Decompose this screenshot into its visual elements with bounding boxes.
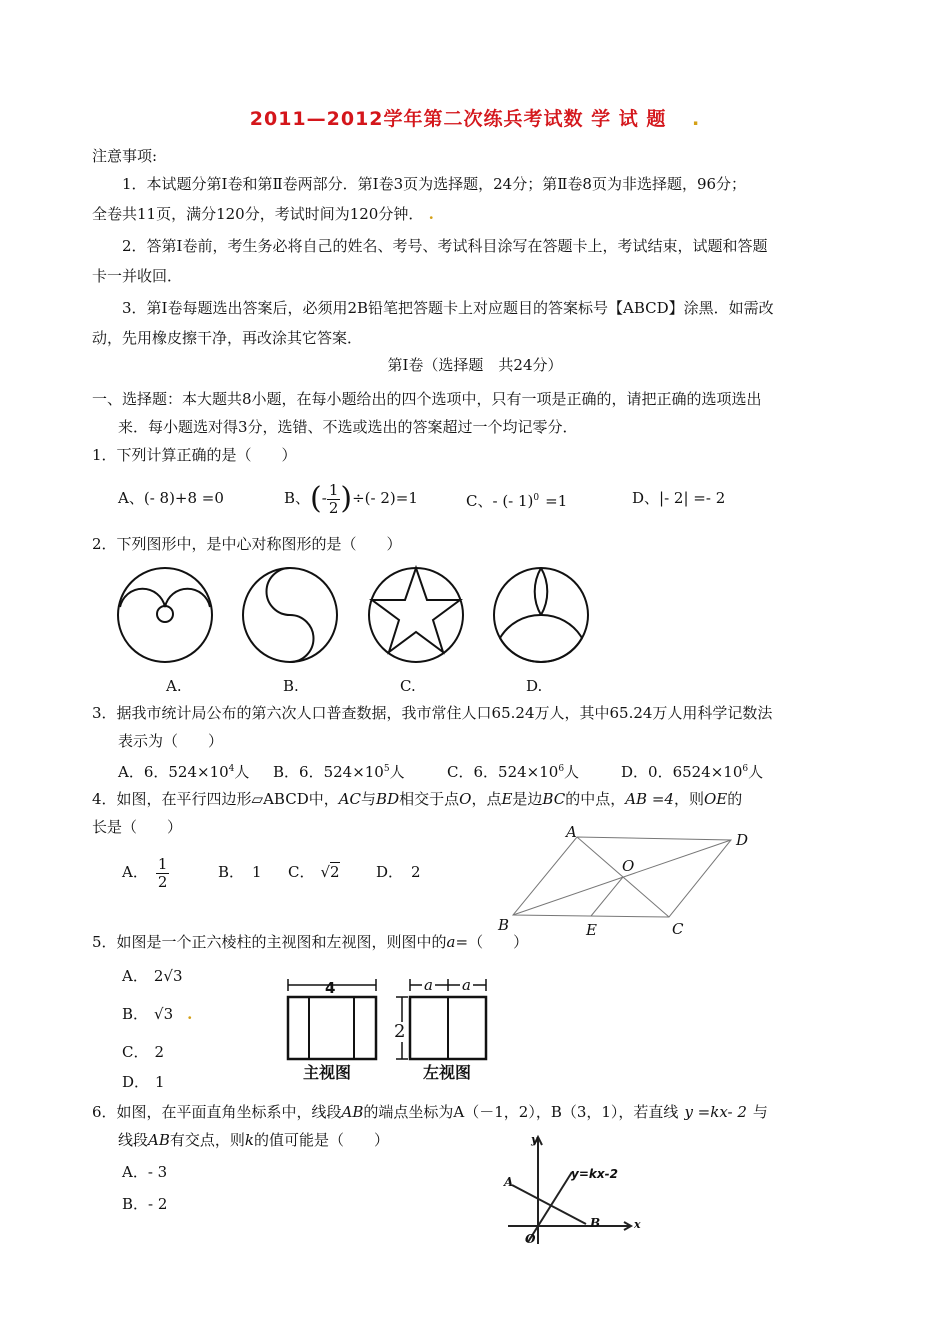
q4-mid-of: 的中点， <box>565 790 626 808</box>
q5-fig-side-label: 左视图 <box>423 1063 472 1082</box>
q4-fig-label-b: B <box>498 916 510 934</box>
q5-b-label: B． <box>122 1005 149 1023</box>
q4-b-label: B． <box>218 863 245 881</box>
q2-label-b: B. <box>283 677 299 695</box>
q3-option-b <box>273 759 405 782</box>
q4-stem-start: 4．如图，在平行四边形▱ABCD中， <box>92 790 339 808</box>
note-2a: 2．答第Ⅰ卷前，考生务必将自己的姓名、考号、考试科目涂写在答题卡上，考试结束，试题和答题 <box>122 237 768 255</box>
q5-b-val: √3 <box>154 1005 174 1023</box>
q1-c-label: C、 <box>466 492 493 510</box>
q3-b-unit: 人 <box>389 763 405 781</box>
q4-e: E <box>501 790 513 808</box>
q3-a-unit: 人 <box>234 763 250 781</box>
q5-fig-width: 4 <box>325 979 336 997</box>
q6-fig-line-label: y=kx-2 <box>571 1167 618 1181</box>
q4-option-d <box>376 862 421 882</box>
q5-option-c <box>122 1042 164 1062</box>
q5-fig-seg-2: a <box>462 976 471 994</box>
q3-option-d <box>621 759 763 782</box>
q1-option-b <box>284 478 418 519</box>
q4-b-val: 1 <box>252 863 262 881</box>
q5-option-b <box>122 1004 192 1024</box>
q6-stem-b3: 的值可能是（ ） <box>253 1131 389 1149</box>
q5-d-label: D． <box>122 1073 150 1091</box>
part1-line-b: 来．每小题选对得3分，选错、不选或选出的答案超过一个均记零分． <box>118 418 578 436</box>
q6-line-eq: y =kx- 2 <box>684 1103 747 1121</box>
q5-fig-front-label: 主视图 <box>303 1063 352 1082</box>
q1-b-fraction <box>327 482 341 517</box>
q1-d-expr: |- 2| =- 2 <box>659 489 726 507</box>
q4-oe: OE <box>703 790 728 808</box>
q3-d-text: D．0．6524×10 <box>621 763 743 781</box>
q1-b-paren-left: ( <box>310 481 322 516</box>
q3-option-a <box>118 759 249 782</box>
q4-is-mid: 是边 <box>512 790 543 808</box>
note-3a: 3．第Ⅰ卷每题选出答案后，必须用2B铅笔把答题卡上对应题目的答案标号【ABCD】涂黑．如需改 <box>122 299 774 317</box>
q4-fig-label-o: O <box>622 857 635 875</box>
q6-stem-a <box>92 1102 768 1122</box>
exam-title-text: 2011—2012学年第二次练兵考试数 学 试 题 <box>249 108 667 130</box>
q3-d-exp: 6 <box>742 764 749 774</box>
note-1b <box>92 204 434 224</box>
q2-figure-a <box>118 568 212 662</box>
section-title: 第Ⅰ卷（选择题 共24分） <box>387 356 563 374</box>
q4-option-a <box>122 852 169 892</box>
q5-c-label: C． <box>122 1043 149 1061</box>
q6-k: k <box>244 1131 254 1149</box>
note-2b: 卡一并收回． <box>92 267 183 285</box>
q3-c-text: C．6．524×10 <box>447 763 559 781</box>
note-3b: 动，先用橡皮擦干净，再改涂其它答案． <box>92 329 363 347</box>
notes-heading: 注意事项: <box>92 147 158 165</box>
q4-c-sqrt: √2 <box>320 863 340 881</box>
q5-d-val: 1 <box>155 1073 165 1091</box>
q4-bc: BC <box>542 790 566 808</box>
q1-stem: 1．下列计算正确的是（ ） <box>92 446 297 464</box>
q5-fig-height: 2 <box>394 1021 406 1042</box>
q6-fig-x-axis: x <box>634 1218 641 1231</box>
q6-ab-2: AB <box>148 1131 170 1149</box>
q1-b-num: 1 <box>328 480 339 499</box>
q1-option-c <box>466 488 567 511</box>
q1-option-d <box>632 488 725 508</box>
q4-stem-1 <box>92 789 742 809</box>
q3-a-text: A．6．524×10 <box>118 763 229 781</box>
q3-b-text: B．6．524×10 <box>273 763 384 781</box>
q3-b-exp: 5 <box>383 764 390 774</box>
q4-ac: AC <box>338 790 362 808</box>
q4-fig-label-a: A <box>566 823 577 841</box>
q1-a-expr: (- 8)+8 =0 <box>143 489 224 507</box>
q1-b-den: 2 <box>328 498 339 517</box>
q4-c-val: 2 <box>330 863 340 881</box>
q6-fig-label-b: B <box>590 1216 601 1230</box>
q5-a-label: A． <box>122 967 148 985</box>
q1-b-paren-right: ) <box>340 481 353 516</box>
q5-a-var: a <box>446 933 456 951</box>
q5-a-val: 2√3 <box>153 967 183 985</box>
q6-option-a: A．- 3 <box>122 1163 168 1181</box>
q4-fig-label-e: E <box>586 921 597 939</box>
q2-figures <box>110 562 630 674</box>
q5-fig-seg-1: a <box>424 976 433 994</box>
q4-figure <box>495 820 765 940</box>
q2-figure-c <box>369 568 463 662</box>
q2-figure-d <box>494 568 588 662</box>
q6-option-b: B．- 2 <box>122 1195 168 1213</box>
q4-d-val: 2 <box>411 863 421 881</box>
q6-stem-b <box>118 1130 389 1150</box>
q6-stem-a1: 6．如图，在平面直角坐标系中，线段 <box>92 1103 342 1121</box>
q5-eq: =（ ） <box>455 933 529 951</box>
q4-stem-2: 长是（ ） <box>92 818 183 836</box>
q4-a-fraction <box>156 856 170 891</box>
q1-option-a <box>118 488 224 508</box>
title-mark: . <box>692 108 701 130</box>
q3-stem-b: 表示为（ ） <box>118 732 224 750</box>
q1-b-minus: - <box>321 489 327 507</box>
q4-fig-label-c: C <box>672 920 684 938</box>
q4-ab-eq: AB =4 <box>625 790 674 808</box>
q4-fig-label-d: D <box>736 831 749 849</box>
q1-d-label: D、 <box>632 489 660 507</box>
q4-of: 的 <box>727 790 743 808</box>
q5-stem-text: 5．如图是一个正六棱柱的主视图和左视图，则图中的 <box>92 933 447 951</box>
q1-a-label: A、 <box>118 489 144 507</box>
q4-option-c <box>288 862 340 882</box>
q4-option-b <box>218 862 262 882</box>
q6-fig-label-o: O <box>525 1232 536 1246</box>
q2-label-c: C. <box>400 677 416 695</box>
q6-fig-label-a: A <box>504 1175 514 1189</box>
q6-stem-b2: 有交点，则 <box>169 1131 245 1149</box>
note-1b-mark: . <box>423 205 434 223</box>
q4-o: O <box>459 790 472 808</box>
q5-option-d <box>122 1072 165 1092</box>
q5-c-val: 2 <box>154 1043 165 1061</box>
q4-point: ，点 <box>471 790 502 808</box>
q3-option-c <box>447 759 579 782</box>
q5-stem <box>92 932 528 952</box>
q4-a-num: 1 <box>157 854 168 873</box>
q3-c-unit: 人 <box>564 763 580 781</box>
q6-fig-y-axis: y <box>531 1133 538 1146</box>
q6-figure <box>500 1130 650 1250</box>
q2-label-a: A. <box>166 677 182 695</box>
q3-stem-a: 3．据我市统计局公布的第六次人口普查数据，我市常住人口65.24万人，其中65.24万人用科学记数法 <box>92 704 773 722</box>
q4-c-label: C． <box>288 863 315 881</box>
q5-b-mark: . <box>187 1005 193 1023</box>
exam-title <box>0 104 950 131</box>
q6-stem-a3: 与 <box>752 1103 768 1121</box>
q4-a-den: 2 <box>157 872 168 891</box>
q3-a-exp: 4 <box>228 764 235 774</box>
q4-intersect: 相交于点 <box>399 790 460 808</box>
q1-c-exp: 0 <box>533 493 540 503</box>
q3-c-exp: 6 <box>558 764 565 774</box>
q4-then: ，则 <box>673 790 704 808</box>
q3-d-unit: 人 <box>748 763 764 781</box>
q4-bd: BD <box>376 790 400 808</box>
q1-c-rest: =1 <box>545 492 568 510</box>
q2-label-d: D. <box>526 677 543 695</box>
q2-figure-b <box>243 568 337 662</box>
q6-ab: AB <box>341 1103 364 1121</box>
q1-b-label: B、 <box>284 489 311 507</box>
q1-c-expr: - (- 1) <box>492 492 534 510</box>
q6-stem-b1: 线段 <box>118 1131 149 1149</box>
note-1a: 1．本试题分第Ⅰ卷和第Ⅱ卷两部分．第Ⅰ卷3页为选择题，24分；第Ⅱ卷8页为非选择题，96分； <box>122 175 747 193</box>
part1-line-a: 一、选择题：本大题共8小题，在每小题给出的四个选项中，只有一项是正确的，请把正确的选项选出 <box>92 390 762 408</box>
note-1b-text: 全卷共11页，满分120分，考试时间为120分钟． <box>92 205 424 223</box>
q4-a-label: A． <box>122 863 148 881</box>
q4-with: 与 <box>361 790 377 808</box>
q1-b-rest: ÷(- 2)=1 <box>352 489 418 507</box>
q2-stem: 2．下列图形中，是中心对称图形的是（ ） <box>92 535 402 553</box>
q4-d-label: D． <box>376 863 404 881</box>
q5-option-a <box>122 966 183 986</box>
q6-stem-a2: 的端点坐标为A（－1，2），B（3，1），若直线 <box>363 1103 679 1121</box>
